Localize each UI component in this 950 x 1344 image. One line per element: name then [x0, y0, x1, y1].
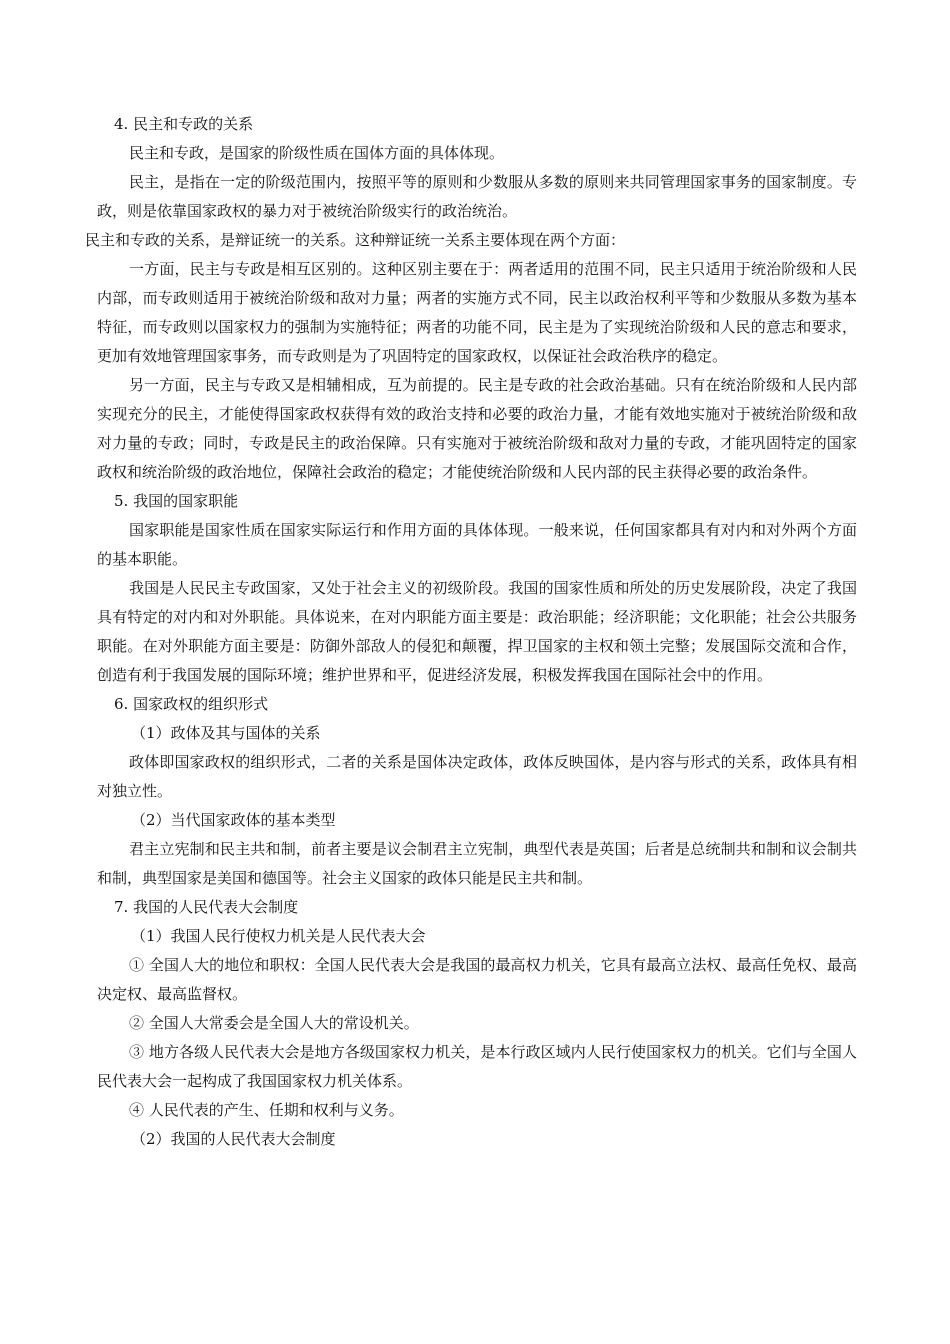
paragraph: 政体即国家政权的组织形式，二者的关系是国体决定政体，政体反映国体，是内容与形式的关系，政体具有相对独立性。 — [97, 753, 857, 800]
paragraph: 一方面，民主与专政是相互区别的。这种区别主要在于：两者适用的范围不同，民主只适用于统治阶级和人民内部，而专政则适用于被统治阶级和敌对力量；两者的实施方式不同，民主以政治权利平等和少数服从多数为基本特征，而专政则以国家权力的强制为实施特征；两者的功能不同，民主是为了实现统治阶级和人民的意志和要求，更加有效地管理国家事务，而专政则是为了巩固特定的国家政权，以保证社会政治秩序的稳定。 — [97, 260, 857, 365]
list-item: ③ 地方各级人民代表大会是地方各级国家权力机关，是本行政区域内人民行使国家权力的机关。它们与全国人民代表大会一起构成了我国国家权力机关体系。 — [97, 1043, 857, 1090]
section-heading-6: 6. 国家政权的组织形式 — [114, 695, 269, 713]
paragraph-flush: 民主和专政的关系，是辩证统一的关系。这种辩证统一关系主要体现在两个方面： — [85, 231, 626, 249]
section-heading-7: 7. 我国的人民代表大会制度 — [114, 898, 299, 916]
subsection-heading: （1）政体及其与国体的关系 — [131, 724, 321, 742]
section-heading-4: 4. 民主和专政的关系 — [114, 115, 254, 133]
paragraph: 君主立宪制和民主共和制，前者主要是议会制君主立宪制，典型代表是英国；后者是总统制共和制和议会制共和制，典型国家是美国和德国等。社会主义国家的政体只能是民主共和制。 — [97, 840, 857, 887]
paragraph: 我国是人民民主专政国家，又处于社会主义的初级阶段。我国的国家性质和所处的历史发展阶段，决定了我国具有特定的对内和对外职能。具体说来，在对内职能方面主要是：政治职能；经济职能；文化职能；社会公共服务职能。在对外职能方面主要是：防御外部敌人的侵犯和颠覆，捍卫国家的主权和领土完整；发展国际交流和合作，创造有利于我国发展的国际环境；维护世界和平，促进经济发展，积极发挥我国在国际社会中的作用。 — [97, 579, 857, 684]
document-body — [85, 110, 857, 1154]
subsection-heading: （1）我国人民行使权力机关是人民代表大会 — [131, 927, 426, 945]
list-item: ④ 人民代表的产生、任期和权利与义务。 — [129, 1101, 404, 1119]
list-item: ② 全国人大常委会是全国人大的常设机关。 — [129, 1014, 419, 1032]
paragraph: 民主，是指在一定的阶级范围内，按照平等的原则和少数服从多数的原则来共同管理国家事务的国家制度。专政，则是依靠国家政权的暴力对于被统治阶级实行的政治统治。 — [97, 173, 857, 220]
list-item: ① 全国人大的地位和职权：全国人民代表大会是我国的最高权力机关，它具有最高立法权、最高任免权、最高决定权、最高监督权。 — [97, 956, 857, 1003]
subsection-heading: （2）当代国家政体的基本类型 — [131, 811, 336, 829]
section-heading-5: 5. 我国的国家职能 — [114, 492, 239, 510]
paragraph: 另一方面，民主与专政又是相辅相成，互为前提的。民主是专政的社会政治基础。只有在统治阶级和人民内部实现充分的民主，才能使得国家政权获得有效的政治支持和必要的政治力量，才能有效地实施对于被统治阶级和敌对力量的专政；同时，专政是民主的政治保障。只有实施对于被统治阶级和敌对力量的专政，才能巩固特定的国家政权和统治阶级的政治地位，保障社会政治的稳定；才能使统治阶级和人民内部的民主获得必要的政治条件。 — [97, 376, 857, 481]
paragraph: 民主和专政，是国家的阶级性质在国体方面的具体体现。 — [129, 144, 505, 162]
subsection-heading: （2）我国的人民代表大会制度 — [131, 1130, 336, 1148]
paragraph: 国家职能是国家性质在国家实际运行和作用方面的具体体现。一般来说，任何国家都具有对内和对外两个方面的基本职能。 — [97, 521, 857, 568]
